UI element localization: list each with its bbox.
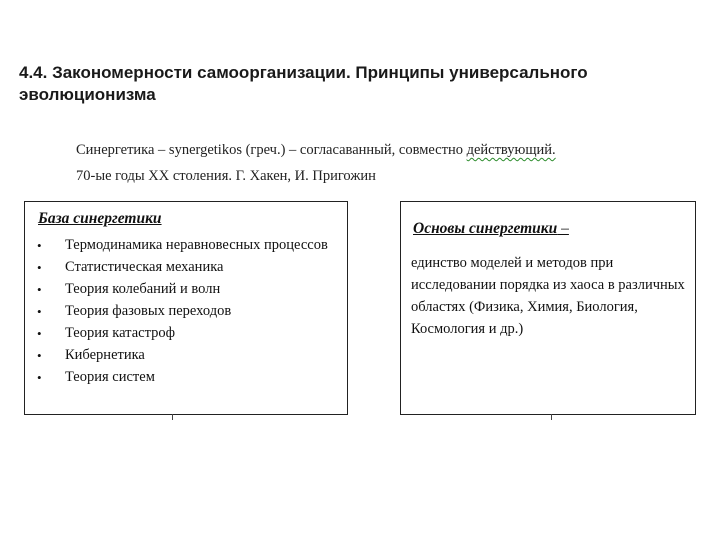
- bullet-icon: •: [37, 326, 42, 341]
- intro-paragraph: [76, 137, 696, 189]
- bullet-icon: •: [37, 348, 42, 363]
- intro-line-1: [76, 137, 696, 163]
- list-item: • Теория систем: [25, 367, 347, 388]
- list-item: • Кибернетика: [25, 345, 347, 366]
- synergetics-foundations-box: [400, 201, 696, 415]
- list-item: • Теория фазовых переходов: [25, 301, 347, 322]
- list-item: • Статистическая механика: [25, 257, 347, 278]
- intro-line-1-text: Синергетика – synergetikos (греч.) – согласаванный, совместно: [76, 142, 467, 158]
- list-item: • Термодинамика неравновесных процессов: [25, 235, 347, 256]
- connector-tick: [551, 414, 552, 420]
- connector-tick: [172, 414, 173, 420]
- synergetics-base-list: [25, 235, 347, 389]
- list-item: • Теория колебаний и волн: [25, 279, 347, 300]
- synergetics-foundations-text: единство моделей и методов при исследовании порядка из хаоса в различных областях (Физика, Химия, Биология, Космология и др.): [411, 255, 685, 337]
- section-title: 4.4. Закономерности самоорганизации. Принципы универсального эволюционизма: [19, 63, 588, 104]
- synergetics-base-box: [24, 201, 348, 415]
- synergetics-base-heading: База синергетики: [38, 210, 162, 227]
- list-item: • Теория катастроф: [25, 323, 347, 344]
- bullet-icon: •: [37, 260, 42, 275]
- bullet-icon: •: [37, 282, 42, 297]
- intro-line-2: 70-ые годы XX столения. Г. Хакен, И. Пригожин: [76, 168, 376, 184]
- bullet-icon: •: [37, 370, 42, 385]
- spellcheck-underlined-word: действующий.: [466, 142, 556, 158]
- synergetics-foundations-heading: Основы синергетики –: [413, 220, 569, 237]
- bullet-icon: •: [37, 304, 42, 319]
- bullet-icon: •: [37, 238, 42, 253]
